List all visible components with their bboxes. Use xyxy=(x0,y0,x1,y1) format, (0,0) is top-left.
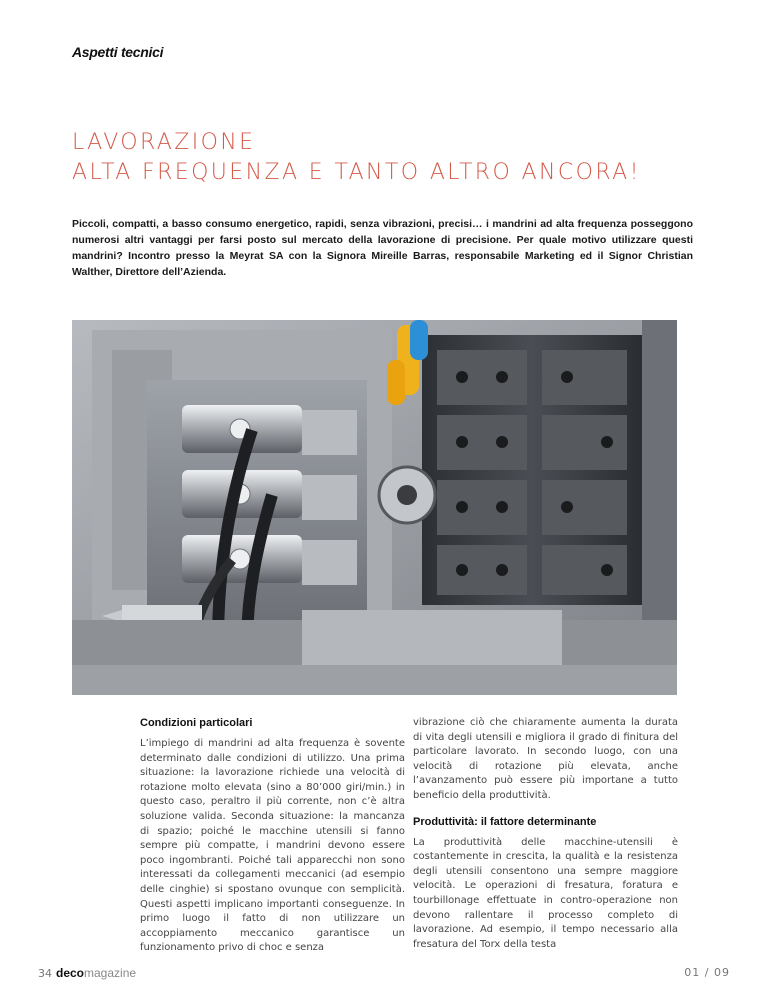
footer-left xyxy=(38,966,136,980)
issue-number: 01 / 09 xyxy=(684,966,730,979)
paragraph-produttivita: La produttività delle macchine-utensili è costantemente in crescita, la qualità e la resistenza degli utensili consentono una sempre maggiore velocità. Le operazioni di fresatura, foratura e tourbillonage effettuate in contro-operazione non devono rallentare il processo completo di lavorazione. Ad esempio, il tempo necessario alla fresatura del Torx della testa xyxy=(413,836,678,950)
page-number: 34 xyxy=(38,967,52,980)
section-tag: Aspetti tecnici xyxy=(72,44,164,60)
text-column-right xyxy=(413,716,678,963)
lead-paragraph: Piccoli, compatti, a basso consumo energetico, rapidi, senza vibrazioni, precisi… i mandrini ad alta frequenza posseggono numerosi altri vantaggi per farsi posto sul mercato della lavorazione di precisione. Per quale motivo utilizzare questi mandrini? Incontro presso la Meyrat SA con la Signora Mireille Barras, responsabile Marketing ed il Signor Christian Walther, Direttore dell’Azienda. xyxy=(72,218,693,278)
spindle-photo-illustration xyxy=(72,320,677,695)
spindle-photo xyxy=(72,320,677,695)
text-column-left xyxy=(140,716,405,967)
heading-produttivita: Produttività: il fattore determinante xyxy=(413,815,597,828)
paragraph-vibrazione: vibrazione ciò che chiaramente aumenta la durata di vita degli utensili e migliora il grado di finitura del particolare lavorato. In secondo luogo, con una velocità di rotazione più elevata, anche l’avanzamento può essere più importane a tutto beneficio della produttività. xyxy=(413,717,678,801)
title-line-2: ALTA FREQUENZA E TANTO ALTRO ANCORA! xyxy=(72,160,641,185)
brand-bold: deco xyxy=(56,966,85,980)
title-line-1: LAVORAZIONE xyxy=(72,130,256,155)
brand-light: magazine xyxy=(84,966,137,980)
heading-condizioni: Condizioni particolari xyxy=(140,717,253,729)
paragraph-condizioni: L’impiego di mandrini ad alta frequenza è sovente determinato dalle condizioni di utilizzo. Una prima situazione: la lavorazione richiede una velocità di rotazione molto elevata (sino a 80’000 giri/min.) in questo caso, peraltro il più corrente, non c’è altra soluzione valida. Seconda situazione: la mancanza di spazio; poiché le macchine utensili si fanno sempre più compatte, i mandrini devono essere poco ingombranti. Poiché tali apparecchi non sono interessati da collegamenti meccanici (ad esempio delle cinghie) si spostano ovunque con semplicità. Questi aspetti implicano importanti conseguenze. In primo luogo il fatto di non utilizzare un accoppiamento meccanico garantisce un funzionamento privo di choc e senza xyxy=(140,738,405,954)
article-title xyxy=(72,128,712,188)
magazine-brand xyxy=(56,966,136,980)
